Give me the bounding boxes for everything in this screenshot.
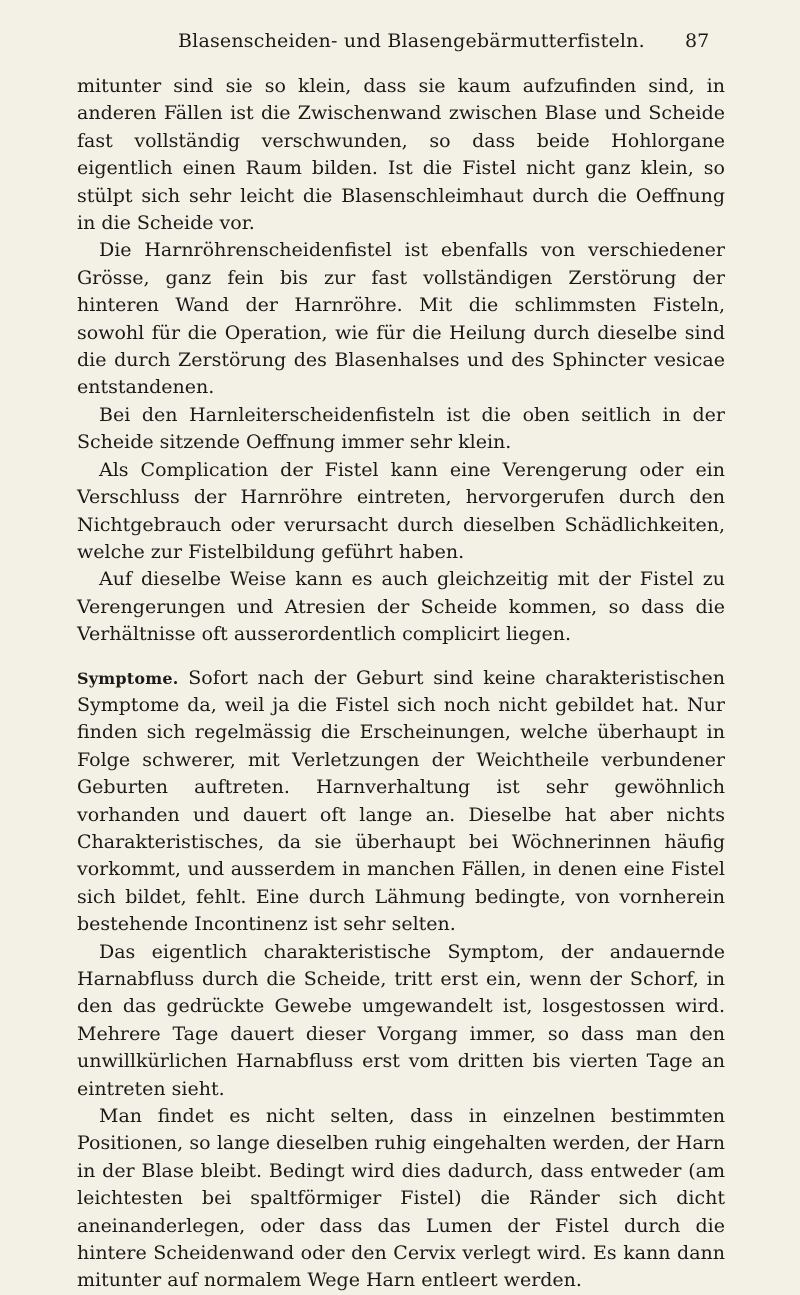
section-lead-text: Sofort nach der Geburt sind keine charakteristischen Symptome da, weil ja die Fistel sich noch nicht gebildet hat. Nur finden sich regelmässig die Erscheinungen, welche überhaupt in Folge schwerer, mit Verletzungen der Weichtheile verbundener Geburten auftreten. Harnverhaltung ist sehr gewöhnlich vorhanden und dauert oft lange an. Dieselbe hat aber nichts Charakteristisches, da sie überhaupt bei Wöchnerinnen häufig vorkommt, und ausserdem in manchen Fällen, in denen eine Fistel sich bildet, fehlt. Eine durch Lähmung bedingte, von vornherein bestehende Incontinenz ist sehr selten.	[77, 666, 725, 936]
paragraph: Bei den Harnleiterscheidenfisteln ist die oben seitlich in der Scheide sitzende Oeffnung immer sehr klein.	[77, 403, 725, 454]
section-symptome-lead-paragraph	[77, 665, 725, 939]
paragraph: mitunter sind sie so klein, dass sie kaum aufzufinden sind, in anderen Fällen ist die Zwischenwand zwischen Blase und Scheide fast vollständig verschwunden, so dass beide Hohlorgane eigentlich einen Raum bilden. Ist die Fistel nicht ganz klein, so stülpt sich sehr leicht die Blasenschleimhaut durch die Oeffnung in die Scheide vor.	[77, 75, 725, 235]
paragraph: Die Harnröhrenscheidenfistel ist ebenfalls von verschiedener Grösse, ganz fein bis zur fast vollständigen Zerstörung der hinteren Wand der Harnröhre. Mit die schlimmsten Fisteln, sowohl für die Operation, wie für die Heilung durch dieselbe sind die durch Zerstörung des Blasenhalses und des Sphincter vesicae entstandenen.	[77, 239, 725, 399]
paragraph: Als Complication der Fistel kann eine Verengerung oder ein Verschluss der Harnröhre eintreten, hervorgerufen durch den Nichtgebrauch oder verursacht durch dieselben Schädlichkeiten, welche zur Fistelbildung geführt haben.	[77, 458, 725, 563]
paragraph: Man findet es nicht selten, dass in einzelnen bestimmten Positionen, so lange dieselben ruhig eingehalten werden, der Harn in der Blase bleibt. Bedingt wird dies dadurch, dass entweder (am leichtesten bei spaltförmiger Fistel) die Ränder sich dicht aneinanderlegen, oder dass das Lumen der Fistel durch die hintere Scheidenwand oder den Cervix verlegt wird. Es kann dann mitunter auf normalem Wege Harn entleert werden.	[77, 1105, 725, 1292]
section-heading: Symptome.	[77, 668, 179, 688]
running-title: Blasenscheiden- und Blasengebärmutterfisteln.	[178, 30, 645, 52]
body-text	[77, 73, 725, 1295]
page-header	[0, 30, 800, 60]
paragraph: Auf dieselbe Weise kann es auch gleichzeitig mit der Fistel zu Verengerungen und Atresien der Scheide kommen, so dass die Verhältnisse oft ausserordentlich complicirt liegen.	[77, 568, 725, 646]
paragraph: Das eigentlich charakteristische Symptom, der andauernde Harnabfluss durch die Scheide, tritt erst ein, wenn der Schorf, in den das gedrückte Gewebe umgewandelt ist, losgestossen wird. Mehrere Tage dauert dieser Vorgang immer, so dass man den unwillkürlichen Harnabfluss erst vom dritten bis vierten Tage an eintreten sieht.	[77, 940, 725, 1100]
page-number: 87	[685, 30, 710, 52]
